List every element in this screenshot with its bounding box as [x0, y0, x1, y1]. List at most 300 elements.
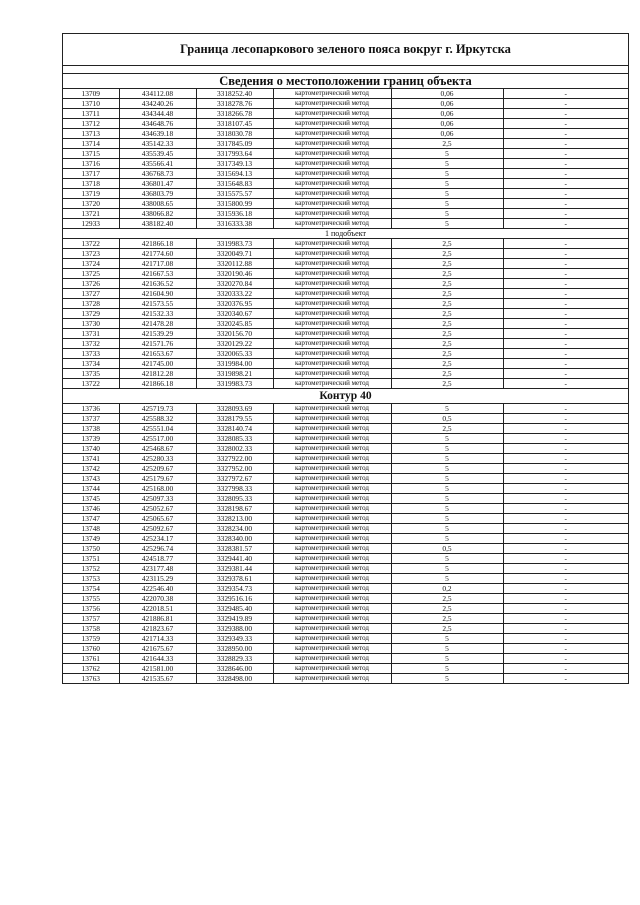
- description-cell: -: [503, 454, 628, 464]
- method-cell: картометрический метод: [273, 259, 391, 269]
- accuracy-cell: 5: [391, 564, 503, 574]
- method-cell: картометрический метод: [273, 309, 391, 319]
- y-coordinate-cell: 3327922.00: [196, 454, 273, 464]
- table-row: [63, 339, 628, 349]
- description-cell: -: [503, 189, 628, 199]
- x-coordinate-cell: 422018.51: [119, 604, 196, 614]
- point-number-cell: 13751: [63, 554, 119, 564]
- point-number-cell: 13723: [63, 249, 119, 259]
- method-cell: картометрический метод: [273, 484, 391, 494]
- point-number-cell: 13732: [63, 339, 119, 349]
- accuracy-cell: 5: [391, 504, 503, 514]
- description-cell: -: [503, 664, 628, 674]
- accuracy-cell: 5: [391, 444, 503, 454]
- description-cell: -: [503, 219, 628, 229]
- accuracy-cell: 0,5: [391, 414, 503, 424]
- point-number-cell: 13716: [63, 159, 119, 169]
- contour-header-row: [63, 389, 628, 404]
- method-cell: картометрический метод: [273, 414, 391, 424]
- accuracy-cell: 5: [391, 209, 503, 219]
- table-row: [63, 129, 628, 139]
- method-cell: картометрический метод: [273, 464, 391, 474]
- x-coordinate-cell: 425551.04: [119, 424, 196, 434]
- point-number-cell: 13753: [63, 574, 119, 584]
- y-coordinate-cell: 3317845.09: [196, 139, 273, 149]
- accuracy-cell: 5: [391, 169, 503, 179]
- x-coordinate-cell: 425209.67: [119, 464, 196, 474]
- description-cell: -: [503, 624, 628, 634]
- description-cell: -: [503, 524, 628, 534]
- description-cell: -: [503, 544, 628, 554]
- x-coordinate-cell: 434344.48: [119, 109, 196, 119]
- method-cell: картометрический метод: [273, 564, 391, 574]
- y-coordinate-cell: 3329349.33: [196, 634, 273, 644]
- point-number-cell: 13760: [63, 644, 119, 654]
- method-cell: картометрический метод: [273, 289, 391, 299]
- table-row: [63, 269, 628, 279]
- table-row: [63, 139, 628, 149]
- point-number-cell: 13731: [63, 329, 119, 339]
- method-cell: картометрический метод: [273, 109, 391, 119]
- table-row: [63, 564, 628, 574]
- x-coordinate-cell: 434240.26: [119, 99, 196, 109]
- table-row: [63, 289, 628, 299]
- table-row: [63, 604, 628, 614]
- point-number-cell: 13739: [63, 434, 119, 444]
- table-row: [63, 584, 628, 594]
- x-coordinate-cell: 435539.45: [119, 149, 196, 159]
- description-cell: -: [503, 289, 628, 299]
- y-coordinate-cell: 3328002.33: [196, 444, 273, 454]
- description-cell: -: [503, 554, 628, 564]
- method-cell: картометрический метод: [273, 494, 391, 504]
- point-number-cell: 13741: [63, 454, 119, 464]
- point-number-cell: 13740: [63, 444, 119, 454]
- description-cell: -: [503, 159, 628, 169]
- point-number-cell: 13714: [63, 139, 119, 149]
- accuracy-cell: 5: [391, 149, 503, 159]
- table-row: [63, 504, 628, 514]
- y-coordinate-cell: 3318266.78: [196, 109, 273, 119]
- y-coordinate-cell: 3320049.71: [196, 249, 273, 259]
- accuracy-cell: 5: [391, 514, 503, 524]
- x-coordinate-cell: 438066.82: [119, 209, 196, 219]
- y-coordinate-cell: 3320333.22: [196, 289, 273, 299]
- method-cell: картометрический метод: [273, 269, 391, 279]
- method-cell: картометрический метод: [273, 614, 391, 624]
- y-coordinate-cell: 3319983.73: [196, 379, 273, 389]
- x-coordinate-cell: 425052.67: [119, 504, 196, 514]
- x-coordinate-cell: 421571.76: [119, 339, 196, 349]
- y-coordinate-cell: 3315936.18: [196, 209, 273, 219]
- x-coordinate-cell: 421812.28: [119, 369, 196, 379]
- accuracy-cell: 0,06: [391, 109, 503, 119]
- title-spacer: [63, 66, 628, 74]
- method-cell: картометрический метод: [273, 249, 391, 259]
- x-coordinate-cell: 425092.67: [119, 524, 196, 534]
- method-cell: картометрический метод: [273, 594, 391, 604]
- accuracy-cell: 5: [391, 534, 503, 544]
- point-number-cell: 13756: [63, 604, 119, 614]
- table-row: [63, 329, 628, 339]
- y-coordinate-cell: 3328381.57: [196, 544, 273, 554]
- y-coordinate-cell: 3328646.00: [196, 664, 273, 674]
- y-coordinate-cell: 3320129.22: [196, 339, 273, 349]
- y-coordinate-cell: 3328095.33: [196, 494, 273, 504]
- y-coordinate-cell: 3327952.00: [196, 464, 273, 474]
- accuracy-cell: 2,5: [391, 349, 503, 359]
- point-number-cell: 13738: [63, 424, 119, 434]
- x-coordinate-cell: 425468.67: [119, 444, 196, 454]
- accuracy-cell: 0,5: [391, 544, 503, 554]
- accuracy-cell: 2,5: [391, 359, 503, 369]
- x-coordinate-cell: 436768.73: [119, 169, 196, 179]
- point-number-cell: 13747: [63, 514, 119, 524]
- table-row: [63, 634, 628, 644]
- description-cell: -: [503, 139, 628, 149]
- description-cell: -: [503, 359, 628, 369]
- y-coordinate-cell: 3319898.21: [196, 369, 273, 379]
- description-cell: -: [503, 604, 628, 614]
- description-cell: -: [503, 309, 628, 319]
- accuracy-cell: 2,5: [391, 339, 503, 349]
- table-row: [63, 544, 628, 554]
- x-coordinate-cell: 421866.18: [119, 239, 196, 249]
- method-cell: картометрический метод: [273, 139, 391, 149]
- description-cell: -: [503, 369, 628, 379]
- x-coordinate-cell: 421653.67: [119, 349, 196, 359]
- description-cell: -: [503, 269, 628, 279]
- point-number-cell: 13710: [63, 99, 119, 109]
- method-cell: картометрический метод: [273, 359, 391, 369]
- x-coordinate-cell: 424518.77: [119, 554, 196, 564]
- method-cell: картометрический метод: [273, 99, 391, 109]
- accuracy-cell: 2,5: [391, 259, 503, 269]
- table-row: [63, 219, 628, 229]
- x-coordinate-cell: 422070.38: [119, 594, 196, 604]
- point-number-cell: 13717: [63, 169, 119, 179]
- table-row: [63, 349, 628, 359]
- method-cell: картометрический метод: [273, 404, 391, 414]
- method-cell: картометрический метод: [273, 209, 391, 219]
- method-cell: картометрический метод: [273, 534, 391, 544]
- point-number-cell: 13730: [63, 319, 119, 329]
- x-coordinate-cell: 425280.33: [119, 454, 196, 464]
- point-number-cell: 13726: [63, 279, 119, 289]
- accuracy-cell: 5: [391, 454, 503, 464]
- table-row: [63, 109, 628, 119]
- point-number-cell: 13715: [63, 149, 119, 159]
- accuracy-cell: 5: [391, 634, 503, 644]
- table-row: [63, 624, 628, 634]
- method-cell: картометрический метод: [273, 644, 391, 654]
- accuracy-cell: 2,5: [391, 279, 503, 289]
- point-number-cell: 13736: [63, 404, 119, 414]
- point-number-cell: 13721: [63, 209, 119, 219]
- description-cell: -: [503, 249, 628, 259]
- description-cell: -: [503, 119, 628, 129]
- y-coordinate-cell: 3315648.83: [196, 179, 273, 189]
- accuracy-cell: 5: [391, 524, 503, 534]
- point-number-cell: 13722: [63, 379, 119, 389]
- description-cell: -: [503, 494, 628, 504]
- method-cell: картометрический метод: [273, 329, 391, 339]
- accuracy-cell: 5: [391, 494, 503, 504]
- x-coordinate-cell: 421823.67: [119, 624, 196, 634]
- description-cell: -: [503, 564, 628, 574]
- y-coordinate-cell: 3329516.16: [196, 594, 273, 604]
- x-coordinate-cell: 421675.67: [119, 644, 196, 654]
- accuracy-cell: 5: [391, 179, 503, 189]
- description-cell: -: [503, 329, 628, 339]
- method-cell: картометрический метод: [273, 119, 391, 129]
- x-coordinate-cell: 434112.08: [119, 89, 196, 99]
- x-coordinate-cell: 425588.32: [119, 414, 196, 424]
- accuracy-cell: 2,5: [391, 624, 503, 634]
- y-coordinate-cell: 3317993.64: [196, 149, 273, 159]
- method-cell: картометрический метод: [273, 159, 391, 169]
- accuracy-cell: 2,5: [391, 139, 503, 149]
- accuracy-cell: 5: [391, 484, 503, 494]
- accuracy-cell: 5: [391, 434, 503, 444]
- y-coordinate-cell: 3320376.95: [196, 299, 273, 309]
- description-cell: -: [503, 149, 628, 159]
- point-number-cell: 12933: [63, 219, 119, 229]
- y-coordinate-cell: 3328179.55: [196, 414, 273, 424]
- point-number-cell: 13719: [63, 189, 119, 199]
- description-cell: -: [503, 199, 628, 209]
- x-coordinate-cell: 421478.28: [119, 319, 196, 329]
- point-number-cell: 13757: [63, 614, 119, 624]
- x-coordinate-cell: 421581.00: [119, 664, 196, 674]
- y-coordinate-cell: 3318252.40: [196, 89, 273, 99]
- table-row: [63, 159, 628, 169]
- table-row: [63, 454, 628, 464]
- point-number-cell: 13729: [63, 309, 119, 319]
- point-number-cell: 13713: [63, 129, 119, 139]
- x-coordinate-cell: 425168.00: [119, 484, 196, 494]
- method-cell: картометрический метод: [273, 179, 391, 189]
- description-cell: -: [503, 209, 628, 219]
- accuracy-cell: 5: [391, 159, 503, 169]
- method-cell: картометрический метод: [273, 604, 391, 614]
- y-coordinate-cell: 3318278.76: [196, 99, 273, 109]
- description-cell: -: [503, 279, 628, 289]
- description-cell: -: [503, 574, 628, 584]
- x-coordinate-cell: 421604.90: [119, 289, 196, 299]
- table-row: [63, 99, 628, 109]
- y-coordinate-cell: 3315694.13: [196, 169, 273, 179]
- table-row: [63, 404, 628, 414]
- x-coordinate-cell: 425517.00: [119, 434, 196, 444]
- x-coordinate-cell: 425296.74: [119, 544, 196, 554]
- table-row: [63, 514, 628, 524]
- table-row: [63, 149, 628, 159]
- point-number-cell: 13743: [63, 474, 119, 484]
- y-coordinate-cell: 3327972.67: [196, 474, 273, 484]
- description-cell: -: [503, 504, 628, 514]
- description-cell: -: [503, 239, 628, 249]
- table-row: [63, 424, 628, 434]
- table-row: [63, 359, 628, 369]
- x-coordinate-cell: 435566.41: [119, 159, 196, 169]
- accuracy-cell: 5: [391, 404, 503, 414]
- accuracy-cell: 5: [391, 644, 503, 654]
- description-cell: -: [503, 464, 628, 474]
- y-coordinate-cell: 3328093.69: [196, 404, 273, 414]
- point-number-cell: 13763: [63, 674, 119, 684]
- table-row: [63, 169, 628, 179]
- table-row: [63, 464, 628, 474]
- y-coordinate-cell: 3319983.73: [196, 239, 273, 249]
- method-cell: картометрический метод: [273, 454, 391, 464]
- description-cell: -: [503, 99, 628, 109]
- table-row: [63, 369, 628, 379]
- description-cell: -: [503, 339, 628, 349]
- accuracy-cell: 5: [391, 554, 503, 564]
- y-coordinate-cell: 3328340.00: [196, 534, 273, 544]
- point-number-cell: 13744: [63, 484, 119, 494]
- accuracy-cell: 2,5: [391, 239, 503, 249]
- accuracy-cell: 0,06: [391, 89, 503, 99]
- point-number-cell: 13748: [63, 524, 119, 534]
- accuracy-cell: 0,06: [391, 99, 503, 109]
- description-cell: -: [503, 474, 628, 484]
- x-coordinate-cell: 423177.48: [119, 564, 196, 574]
- description-cell: -: [503, 514, 628, 524]
- y-coordinate-cell: 3320156.70: [196, 329, 273, 339]
- point-number-cell: 13724: [63, 259, 119, 269]
- y-coordinate-cell: 3320340.67: [196, 309, 273, 319]
- table-row: [63, 239, 628, 249]
- table-row: [63, 614, 628, 624]
- method-cell: картометрический метод: [273, 664, 391, 674]
- method-cell: картометрический метод: [273, 654, 391, 664]
- point-number-cell: 13742: [63, 464, 119, 474]
- table-row: [63, 89, 628, 99]
- table-row: [63, 299, 628, 309]
- description-cell: -: [503, 654, 628, 664]
- table-row: [63, 199, 628, 209]
- point-number-cell: 13749: [63, 534, 119, 544]
- description-cell: -: [503, 89, 628, 99]
- x-coordinate-cell: 425179.67: [119, 474, 196, 484]
- x-coordinate-cell: 421532.33: [119, 309, 196, 319]
- x-coordinate-cell: 425097.33: [119, 494, 196, 504]
- point-number-cell: 13722: [63, 239, 119, 249]
- y-coordinate-cell: 3320112.88: [196, 259, 273, 269]
- x-coordinate-cell: 421573.55: [119, 299, 196, 309]
- table-row: [63, 664, 628, 674]
- accuracy-cell: 0,06: [391, 119, 503, 129]
- table-row: [63, 674, 628, 684]
- accuracy-cell: 2,5: [391, 614, 503, 624]
- accuracy-cell: 0,06: [391, 129, 503, 139]
- method-cell: картометрический метод: [273, 514, 391, 524]
- y-coordinate-cell: 3327998.33: [196, 484, 273, 494]
- method-cell: картометрический метод: [273, 349, 391, 359]
- table-row: [63, 259, 628, 269]
- y-coordinate-cell: 3328085.33: [196, 434, 273, 444]
- accuracy-cell: 5: [391, 674, 503, 684]
- group-label: Контур 40: [63, 389, 628, 404]
- y-coordinate-cell: 3315800.99: [196, 199, 273, 209]
- point-number-cell: 13720: [63, 199, 119, 209]
- description-cell: -: [503, 644, 628, 654]
- y-coordinate-cell: 3315575.57: [196, 189, 273, 199]
- y-coordinate-cell: 3317349.13: [196, 159, 273, 169]
- method-cell: картометрический метод: [273, 544, 391, 554]
- accuracy-cell: 2,5: [391, 379, 503, 389]
- table-row: [63, 554, 628, 564]
- method-cell: картометрический метод: [273, 624, 391, 634]
- subobject-header-row: [63, 229, 628, 239]
- y-coordinate-cell: 3328498.00: [196, 674, 273, 684]
- point-number-cell: 13735: [63, 369, 119, 379]
- table-row: [63, 189, 628, 199]
- table-row: [63, 414, 628, 424]
- description-cell: -: [503, 349, 628, 359]
- table-row: [63, 379, 628, 389]
- x-coordinate-cell: 425234.17: [119, 534, 196, 544]
- x-coordinate-cell: 421714.33: [119, 634, 196, 644]
- description-cell: -: [503, 299, 628, 309]
- description-cell: -: [503, 414, 628, 424]
- point-number-cell: 13734: [63, 359, 119, 369]
- method-cell: картометрический метод: [273, 434, 391, 444]
- table-row: [63, 484, 628, 494]
- accuracy-cell: 2,5: [391, 424, 503, 434]
- x-coordinate-cell: 421866.18: [119, 379, 196, 389]
- y-coordinate-cell: 3329485.40: [196, 604, 273, 614]
- accuracy-cell: 5: [391, 474, 503, 484]
- x-coordinate-cell: 421636.52: [119, 279, 196, 289]
- table-row: [63, 654, 628, 664]
- point-number-cell: 13750: [63, 544, 119, 554]
- method-cell: картометрический метод: [273, 89, 391, 99]
- method-cell: картометрический метод: [273, 634, 391, 644]
- description-cell: -: [503, 424, 628, 434]
- accuracy-cell: 2,5: [391, 369, 503, 379]
- description-cell: -: [503, 179, 628, 189]
- coordinates-table-body: [63, 89, 628, 683]
- accuracy-cell: 5: [391, 219, 503, 229]
- method-cell: картометрический метод: [273, 339, 391, 349]
- x-coordinate-cell: 421644.33: [119, 654, 196, 664]
- point-number-cell: 13755: [63, 594, 119, 604]
- method-cell: картометрический метод: [273, 554, 391, 564]
- point-number-cell: 13718: [63, 179, 119, 189]
- group-label: 1 подобъект: [63, 229, 628, 239]
- description-cell: -: [503, 434, 628, 444]
- x-coordinate-cell: 421774.60: [119, 249, 196, 259]
- method-cell: картометрический метод: [273, 149, 391, 159]
- accuracy-cell: 2,5: [391, 604, 503, 614]
- x-coordinate-cell: 436801.47: [119, 179, 196, 189]
- y-coordinate-cell: 3328950.00: [196, 644, 273, 654]
- method-cell: картометрический метод: [273, 424, 391, 434]
- method-cell: картометрический метод: [273, 379, 391, 389]
- x-coordinate-cell: 434648.76: [119, 119, 196, 129]
- y-coordinate-cell: 3316333.38: [196, 219, 273, 229]
- description-cell: -: [503, 169, 628, 179]
- table-row: [63, 444, 628, 454]
- y-coordinate-cell: 3328829.33: [196, 654, 273, 664]
- y-coordinate-cell: 3328234.00: [196, 524, 273, 534]
- accuracy-cell: 2,5: [391, 249, 503, 259]
- x-coordinate-cell: 436803.79: [119, 189, 196, 199]
- method-cell: картометрический метод: [273, 444, 391, 454]
